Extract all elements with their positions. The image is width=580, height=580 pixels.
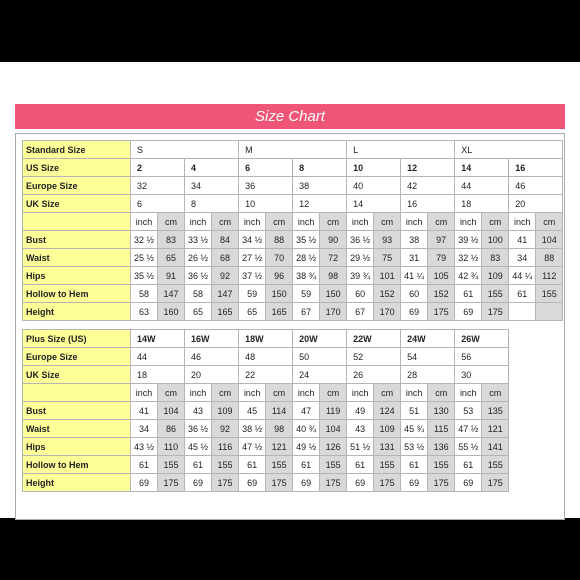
header-row: [23, 141, 563, 159]
size-cell: 16: [509, 159, 563, 177]
size-name-cell: XL: [455, 141, 563, 159]
empty-cell: [536, 303, 563, 321]
unit-inch: inch: [131, 213, 158, 231]
cm-value: 165: [212, 303, 239, 321]
size-cell: 56: [455, 348, 509, 366]
size-cell: 2: [131, 159, 185, 177]
cm-value: 72: [320, 249, 347, 267]
inch-value: 40 ¾: [293, 420, 320, 438]
size-cell: 22W: [347, 330, 401, 348]
unit-inch: inch: [185, 384, 212, 402]
cm-value: 175: [428, 303, 455, 321]
size-cell: 14: [455, 159, 509, 177]
cm-value: 70: [266, 249, 293, 267]
cm-value: 75: [374, 249, 401, 267]
inch-value: 43: [347, 420, 374, 438]
cm-value: 83: [482, 249, 509, 267]
cm-value: 119: [320, 402, 347, 420]
size-cell: 54: [401, 348, 455, 366]
cm-value: 155: [158, 456, 185, 474]
inch-value: 45: [239, 402, 266, 420]
header-row: [23, 366, 509, 384]
size-chart-box: [15, 133, 565, 520]
cm-value: 101: [374, 267, 401, 285]
inch-value: 41: [509, 231, 536, 249]
size-cell: 4: [185, 159, 239, 177]
size-cell: 18: [131, 366, 185, 384]
measurement-row: [23, 303, 563, 321]
cm-value: 141: [482, 438, 509, 456]
measurement-row: [23, 456, 509, 474]
cm-value: 115: [428, 420, 455, 438]
inch-value: 47: [293, 402, 320, 420]
cm-value: 88: [266, 231, 293, 249]
header-row: [23, 330, 509, 348]
inch-value: 69: [455, 303, 482, 321]
cm-value: 91: [158, 267, 185, 285]
inch-value: 61: [293, 456, 320, 474]
inch-value: 60: [347, 285, 374, 303]
size-cell: 24: [293, 366, 347, 384]
unit-inch: inch: [185, 213, 212, 231]
empty-cell: [509, 303, 536, 321]
size-chart-title: Size Chart: [254, 108, 326, 125]
cm-value: 98: [320, 267, 347, 285]
inch-value: 34: [509, 249, 536, 267]
size-cell: 20W: [293, 330, 347, 348]
unit-inch: inch: [347, 213, 374, 231]
cm-value: 121: [266, 438, 293, 456]
cm-value: 131: [374, 438, 401, 456]
cm-value: 155: [212, 456, 239, 474]
inch-value: 61: [131, 456, 158, 474]
size-cell: 52: [347, 348, 401, 366]
inch-value: 65: [239, 303, 266, 321]
size-cell: 50: [293, 348, 347, 366]
row-label: Bust: [23, 402, 131, 420]
cm-value: 112: [536, 267, 563, 285]
inch-value: 53: [455, 402, 482, 420]
unit-row: [23, 384, 509, 402]
size-name-cell: L: [347, 141, 455, 159]
unit-cm: cm: [266, 384, 293, 402]
cm-value: 84: [212, 231, 239, 249]
cm-value: 86: [158, 420, 185, 438]
row-label: Hollow to Hem: [23, 456, 131, 474]
header-row: [23, 195, 563, 213]
cm-value: 150: [266, 285, 293, 303]
inch-value: 69: [239, 474, 266, 492]
size-cell: 48: [239, 348, 293, 366]
inch-value: 63: [131, 303, 158, 321]
inch-value: 38 ¾: [293, 267, 320, 285]
inch-value: 69: [401, 474, 428, 492]
row-label: Waist: [23, 249, 131, 267]
unit-row: [23, 213, 563, 231]
inch-value: 61: [455, 456, 482, 474]
cm-value: 126: [320, 438, 347, 456]
cm-value: 121: [482, 420, 509, 438]
inch-value: 47 ½: [239, 438, 266, 456]
inch-value: 38 ½: [239, 420, 266, 438]
size-cell: 8: [185, 195, 239, 213]
cm-value: 152: [428, 285, 455, 303]
cm-value: 65: [158, 249, 185, 267]
inch-value: 39 ½: [455, 231, 482, 249]
cm-value: 109: [374, 420, 401, 438]
cm-value: 97: [428, 231, 455, 249]
cm-value: 175: [482, 303, 509, 321]
inch-value: 61: [509, 285, 536, 303]
unit-inch: inch: [239, 384, 266, 402]
measurement-row: [23, 474, 509, 492]
cm-value: 96: [266, 267, 293, 285]
cm-value: 130: [428, 402, 455, 420]
size-cell: 28: [401, 366, 455, 384]
cm-value: 160: [158, 303, 185, 321]
inch-value: 69: [131, 474, 158, 492]
inch-value: 28 ½: [293, 249, 320, 267]
inch-value: 51 ½: [347, 438, 374, 456]
cm-value: 175: [320, 474, 347, 492]
unit-cm: cm: [158, 384, 185, 402]
cm-value: 175: [482, 474, 509, 492]
cm-value: 109: [482, 267, 509, 285]
unit-cm: cm: [482, 213, 509, 231]
inch-value: 27 ½: [239, 249, 266, 267]
size-cell: 46: [509, 177, 563, 195]
cm-value: 155: [428, 456, 455, 474]
inch-value: 32 ½: [455, 249, 482, 267]
cm-value: 147: [212, 285, 239, 303]
row-label: Standard Size: [23, 141, 131, 159]
inch-value: 55 ½: [455, 438, 482, 456]
cm-value: 175: [212, 474, 239, 492]
unit-inch: inch: [239, 213, 266, 231]
cm-value: 104: [536, 231, 563, 249]
inch-value: 58: [131, 285, 158, 303]
unit-cm: cm: [320, 384, 347, 402]
inch-value: 29 ½: [347, 249, 374, 267]
size-cell: 6: [239, 159, 293, 177]
cm-value: 104: [320, 420, 347, 438]
inch-value: 38: [401, 231, 428, 249]
measurement-row: [23, 285, 563, 303]
inch-value: 36 ½: [347, 231, 374, 249]
cm-value: 155: [536, 285, 563, 303]
cm-value: 175: [158, 474, 185, 492]
size-cell: 34: [185, 177, 239, 195]
cm-value: 152: [374, 285, 401, 303]
size-cell: 16W: [185, 330, 239, 348]
cm-value: 165: [266, 303, 293, 321]
measurement-row: [23, 267, 563, 285]
cm-value: 90: [320, 231, 347, 249]
inch-value: 61: [455, 285, 482, 303]
unit-cm: cm: [428, 384, 455, 402]
unit-cm: cm: [212, 384, 239, 402]
size-cell: 18: [455, 195, 509, 213]
header-row: [23, 177, 563, 195]
size-cell: 40: [347, 177, 401, 195]
size-cell: 12: [293, 195, 347, 213]
measurement-row: [23, 249, 563, 267]
header-row: [23, 348, 509, 366]
size-cell: 36: [239, 177, 293, 195]
inch-value: 37 ½: [239, 267, 266, 285]
size-cell: 8: [293, 159, 347, 177]
inch-value: 45 ½: [185, 438, 212, 456]
unit-inch: inch: [131, 384, 158, 402]
cm-value: 175: [374, 474, 401, 492]
inch-value: 45 ¾: [401, 420, 428, 438]
size-cell: 38: [293, 177, 347, 195]
row-label: Hips: [23, 438, 131, 456]
cm-value: 68: [212, 249, 239, 267]
size-cell: 32: [131, 177, 185, 195]
size-cell: 24W: [401, 330, 455, 348]
size-cell: 12: [401, 159, 455, 177]
inch-value: 47 ½: [455, 420, 482, 438]
cm-value: 155: [374, 456, 401, 474]
cm-value: 124: [374, 402, 401, 420]
inch-value: 67: [347, 303, 374, 321]
row-label: US Size: [23, 159, 131, 177]
cm-value: 155: [482, 456, 509, 474]
inch-value: 60: [401, 285, 428, 303]
cm-value: 155: [320, 456, 347, 474]
row-label-blank: [23, 384, 131, 402]
unit-cm: cm: [266, 213, 293, 231]
size-cell: 30: [455, 366, 509, 384]
cm-value: 88: [536, 249, 563, 267]
inch-value: 59: [293, 285, 320, 303]
unit-inch: inch: [401, 384, 428, 402]
cm-value: 175: [266, 474, 293, 492]
cm-value: 135: [482, 402, 509, 420]
row-label: Hips: [23, 267, 131, 285]
inch-value: 43 ½: [131, 438, 158, 456]
inch-value: 65: [185, 303, 212, 321]
size-cell: 44: [455, 177, 509, 195]
inch-value: 32 ½: [131, 231, 158, 249]
header-row: [23, 159, 563, 177]
inch-value: 61: [185, 456, 212, 474]
size-cell: 26: [347, 366, 401, 384]
unit-cm: cm: [212, 213, 239, 231]
inch-value: 61: [401, 456, 428, 474]
inch-value: 61: [239, 456, 266, 474]
inch-value: 43: [185, 402, 212, 420]
inch-value: 67: [293, 303, 320, 321]
unit-cm: cm: [428, 213, 455, 231]
cm-value: 170: [320, 303, 347, 321]
inch-value: 36 ½: [185, 267, 212, 285]
cm-value: 92: [212, 267, 239, 285]
inch-value: 58: [185, 285, 212, 303]
measurement-row: [23, 402, 509, 420]
inch-value: 31: [401, 249, 428, 267]
cm-value: 136: [428, 438, 455, 456]
size-chart-page: [0, 62, 580, 518]
inch-value: 51: [401, 402, 428, 420]
row-label: Hollow to Hem: [23, 285, 131, 303]
row-label: Bust: [23, 231, 131, 249]
inch-value: 33 ½: [185, 231, 212, 249]
inch-value: 35 ½: [293, 231, 320, 249]
inch-value: 49 ½: [293, 438, 320, 456]
size-cell: 46: [185, 348, 239, 366]
cm-value: 109: [212, 402, 239, 420]
plus-size-table: [22, 329, 509, 492]
unit-inch: inch: [455, 213, 482, 231]
cm-value: 114: [266, 402, 293, 420]
cm-value: 175: [428, 474, 455, 492]
cm-value: 155: [266, 456, 293, 474]
size-cell: 20: [509, 195, 563, 213]
row-label: UK Size: [23, 366, 131, 384]
unit-inch: inch: [347, 384, 374, 402]
inch-value: 25 ½: [131, 249, 158, 267]
inch-value: 39 ¾: [347, 267, 374, 285]
size-cell: 10: [347, 159, 401, 177]
standard-size-table: [22, 140, 563, 321]
inch-value: 69: [293, 474, 320, 492]
cm-value: 104: [158, 402, 185, 420]
size-cell: 22: [239, 366, 293, 384]
inch-value: 41 ¼: [401, 267, 428, 285]
inch-value: 59: [239, 285, 266, 303]
inch-value: 69: [347, 474, 374, 492]
size-cell: 26W: [455, 330, 509, 348]
inch-value: 69: [185, 474, 212, 492]
row-label: Europe Size: [23, 348, 131, 366]
unit-cm: cm: [536, 213, 563, 231]
cm-value: 100: [482, 231, 509, 249]
unit-inch: inch: [455, 384, 482, 402]
size-chart-title-bar: [15, 104, 565, 129]
measurement-row: [23, 420, 509, 438]
cm-value: 110: [158, 438, 185, 456]
size-name-cell: M: [239, 141, 347, 159]
size-cell: 14: [347, 195, 401, 213]
cm-value: 83: [158, 231, 185, 249]
unit-inch: inch: [293, 384, 320, 402]
unit-cm: cm: [374, 213, 401, 231]
cm-value: 155: [482, 285, 509, 303]
cm-value: 105: [428, 267, 455, 285]
cm-value: 170: [374, 303, 401, 321]
size-cell: 42: [401, 177, 455, 195]
row-label-blank: [23, 213, 131, 231]
inch-value: 69: [401, 303, 428, 321]
unit-cm: cm: [158, 213, 185, 231]
unit-cm: cm: [320, 213, 347, 231]
size-cell: 20: [185, 366, 239, 384]
size-cell: 14W: [131, 330, 185, 348]
row-label: UK Size: [23, 195, 131, 213]
size-cell: 10: [239, 195, 293, 213]
inch-value: 41: [131, 402, 158, 420]
cm-value: 150: [320, 285, 347, 303]
cm-value: 92: [212, 420, 239, 438]
inch-value: 34: [131, 420, 158, 438]
inch-value: 49: [347, 402, 374, 420]
cm-value: 93: [374, 231, 401, 249]
cm-value: 79: [428, 249, 455, 267]
inch-value: 53 ½: [401, 438, 428, 456]
cm-value: 116: [212, 438, 239, 456]
inch-value: 69: [455, 474, 482, 492]
unit-cm: cm: [374, 384, 401, 402]
inch-value: 36 ½: [185, 420, 212, 438]
cm-value: 98: [266, 420, 293, 438]
size-cell: 18W: [239, 330, 293, 348]
inch-value: 61: [347, 456, 374, 474]
row-label: Waist: [23, 420, 131, 438]
inch-value: 42 ¾: [455, 267, 482, 285]
size-cell: 44: [131, 348, 185, 366]
measurement-row: [23, 438, 509, 456]
size-cell: 6: [131, 195, 185, 213]
row-label: Plus Size (US): [23, 330, 131, 348]
inch-value: 34 ½: [239, 231, 266, 249]
measurement-row: [23, 231, 563, 249]
unit-cm: cm: [482, 384, 509, 402]
unit-inch: inch: [509, 213, 536, 231]
row-label: Height: [23, 303, 131, 321]
row-label: Height: [23, 474, 131, 492]
size-cell: 16: [401, 195, 455, 213]
unit-inch: inch: [401, 213, 428, 231]
cm-value: 147: [158, 285, 185, 303]
inch-value: 26 ½: [185, 249, 212, 267]
row-label: Europe Size: [23, 177, 131, 195]
inch-value: 35 ½: [131, 267, 158, 285]
inch-value: 44 ¼: [509, 267, 536, 285]
unit-inch: inch: [293, 213, 320, 231]
size-name-cell: S: [131, 141, 239, 159]
